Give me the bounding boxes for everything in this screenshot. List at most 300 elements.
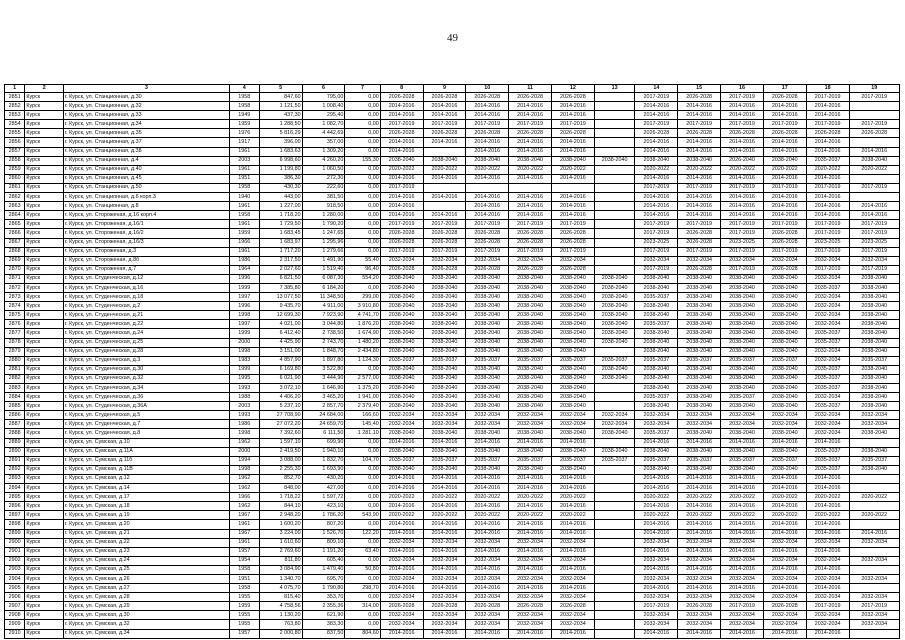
period-col-11-cell: 2038-2040 bbox=[509, 393, 552, 402]
table-row bbox=[5, 293, 900, 302]
period-col-18-cell: 2020-2022 bbox=[806, 493, 849, 502]
living-area-cell: 1 309,20 bbox=[302, 147, 345, 156]
column-header-4: 4 bbox=[229, 85, 259, 93]
table-row bbox=[5, 111, 900, 120]
period-col-9-cell: 2032-2034 bbox=[423, 611, 466, 620]
period-col-16-cell: 2038-2040 bbox=[721, 347, 764, 356]
address-cell: г. Курск, ул. Станционная, д.8 bbox=[63, 202, 229, 211]
address-cell: г. Курск, ул. Сумская, д.29 bbox=[63, 602, 229, 611]
period-col-16-cell: 2014-2016 bbox=[721, 565, 764, 574]
period-col-14-cell: 2038-2040 bbox=[635, 156, 678, 165]
row-number-cell: 2857 bbox=[5, 147, 25, 156]
living-area-cell: 3 044,80 bbox=[302, 320, 345, 329]
address-cell: г. Курск, ул. Сумская, д.18 bbox=[63, 502, 229, 511]
year-built-cell: 1967 bbox=[229, 511, 259, 520]
period-col-10-cell: 2014-2016 bbox=[466, 584, 509, 593]
city-cell: Курск bbox=[25, 129, 64, 138]
period-col-11-cell: 2014-2016 bbox=[509, 211, 552, 220]
period-col-14-cell: 2014-2016 bbox=[635, 565, 678, 574]
period-col-12-cell: 2026-2028 bbox=[551, 238, 594, 247]
living-area-cell: 1 848,70 bbox=[302, 347, 345, 356]
period-col-18-cell: 2032-2034 bbox=[806, 393, 849, 402]
row-number-cell: 2853 bbox=[5, 111, 25, 120]
living-area-cell: 357,00 bbox=[302, 138, 345, 147]
period-col-15-cell: 2017-2019 bbox=[678, 183, 721, 192]
period-col-19-cell: 2032-2034 bbox=[849, 420, 899, 429]
period-col-18-cell: 2032-2034 bbox=[806, 356, 849, 365]
period-col-16-cell: 2014-2016 bbox=[721, 520, 764, 529]
period-col-12-cell: 2020-2022 bbox=[551, 493, 594, 502]
period-col-17-cell: 2014-2016 bbox=[763, 520, 806, 529]
period-col-18-cell: 2017-2019 bbox=[806, 93, 849, 102]
nonresidential-area-cell: 0,00 bbox=[345, 520, 380, 529]
period-col-11-cell: 2035-2037 bbox=[509, 356, 552, 365]
total-area-cell: 1 718,22 bbox=[259, 493, 302, 502]
period-col-13-cell: 2035-2037 bbox=[594, 456, 635, 465]
period-col-19-cell: 2035-2037 bbox=[849, 456, 899, 465]
period-col-9-cell: 2014-2016 bbox=[423, 484, 466, 493]
total-area-cell: 1 597,10 bbox=[259, 438, 302, 447]
period-col-8-cell: 2038-2040 bbox=[380, 429, 423, 438]
period-col-8-cell: 2038-2040 bbox=[380, 283, 423, 292]
period-col-9-cell: 2038-2040 bbox=[423, 429, 466, 438]
period-col-17-cell: 2026-2028 bbox=[763, 129, 806, 138]
period-col-8-cell: 2038-2040 bbox=[380, 156, 423, 165]
period-col-16-cell: 2032-2034 bbox=[721, 538, 764, 547]
living-area-cell: 809,10 bbox=[302, 538, 345, 547]
year-built-cell: 1998 bbox=[229, 347, 259, 356]
period-col-9-cell: 2038-2040 bbox=[423, 338, 466, 347]
period-col-9-cell: 2026-2028 bbox=[423, 229, 466, 238]
row-number-cell: 2901 bbox=[5, 547, 25, 556]
period-col-8-cell: 2014-2016 bbox=[380, 484, 423, 493]
address-cell: г. Курск, ул. Студенческая, д.7 bbox=[63, 420, 229, 429]
period-col-10-cell: 2014-2016 bbox=[466, 174, 509, 183]
period-col-15-cell: 2020-2022 bbox=[678, 165, 721, 174]
table-row bbox=[5, 302, 900, 311]
period-col-15-cell: 2038-2040 bbox=[678, 393, 721, 402]
period-col-18-cell: 2014-2016 bbox=[806, 547, 849, 556]
nonresidential-area-cell: 0,00 bbox=[345, 574, 380, 583]
year-built-cell: 1967 bbox=[229, 529, 259, 538]
nonresidential-area-cell: 298,70 bbox=[345, 584, 380, 593]
period-col-13-cell: 2038-2040 bbox=[594, 302, 635, 311]
period-col-10-cell: 2014-2016 bbox=[466, 193, 509, 202]
column-header-3: 3 bbox=[63, 85, 229, 93]
total-area-cell: 6 412,40 bbox=[259, 329, 302, 338]
address-cell: г. Курск, ул. Сумская, д.23 bbox=[63, 547, 229, 556]
period-col-10-cell: 2038-2040 bbox=[466, 447, 509, 456]
period-col-11-cell: 2020-2022 bbox=[509, 493, 552, 502]
period-col-12-cell: 2014-2016 bbox=[551, 529, 594, 538]
city-cell: Курск bbox=[25, 356, 64, 365]
period-col-19-cell: 2032-2034 bbox=[849, 593, 899, 602]
total-area-cell: 1 288,50 bbox=[259, 120, 302, 129]
address-cell: г. Курск, ул. Сумская, д.21 bbox=[63, 529, 229, 538]
period-col-19-cell bbox=[849, 502, 899, 511]
address-cell: г. Курск, ул. Сумская, д.19 bbox=[63, 511, 229, 520]
nonresidential-area-cell: 55,40 bbox=[345, 256, 380, 265]
nonresidential-area-cell: 314,00 bbox=[345, 602, 380, 611]
living-area-cell: 295,40 bbox=[302, 111, 345, 120]
nonresidential-area-cell: 299,00 bbox=[345, 293, 380, 302]
period-col-15-cell: 2032-2034 bbox=[678, 611, 721, 620]
period-col-8-cell: 2038-2040 bbox=[380, 384, 423, 393]
total-area-cell: 852,70 bbox=[259, 474, 302, 483]
nonresidential-area-cell: 0,00 bbox=[345, 238, 380, 247]
period-col-18-cell: 2014-2016 bbox=[806, 502, 849, 511]
period-col-18-cell: 2014-2016 bbox=[806, 111, 849, 120]
period-col-8-cell: 2026-2028 bbox=[380, 93, 423, 102]
nonresidential-area-cell: 2 379,40 bbox=[345, 402, 380, 411]
period-col-9-cell: 2020-2022 bbox=[423, 493, 466, 502]
period-col-13-cell bbox=[594, 211, 635, 220]
period-col-10-cell: 2014-2016 bbox=[466, 547, 509, 556]
period-col-19-cell: 2032-2034 bbox=[849, 620, 899, 629]
city-cell: Курск bbox=[25, 502, 64, 511]
period-col-12-cell: 2038-2040 bbox=[551, 429, 594, 438]
total-area-cell: 2 769,60 bbox=[259, 547, 302, 556]
period-col-12-cell: 2038-2040 bbox=[551, 302, 594, 311]
period-col-11-cell: 2032-2034 bbox=[509, 256, 552, 265]
year-built-cell: 1958 bbox=[229, 565, 259, 574]
total-area-cell: 1 227,00 bbox=[259, 202, 302, 211]
period-col-19-cell: 2020-2022 bbox=[849, 165, 899, 174]
table-row bbox=[5, 347, 900, 356]
address-cell: г. Курск, ул. Сумская, д.26 bbox=[63, 574, 229, 583]
period-col-17-cell: 2035-2037 bbox=[763, 356, 806, 365]
year-built-cell: 1917 bbox=[229, 138, 259, 147]
column-header-13: 13 bbox=[594, 85, 635, 93]
year-built-cell: 1993 bbox=[229, 384, 259, 393]
address-cell: г. Курск, ул. Студенческая, д.25 bbox=[63, 338, 229, 347]
nonresidential-area-cell: 2 434,80 bbox=[345, 347, 380, 356]
total-area-cell: 9 435,70 bbox=[259, 302, 302, 311]
period-col-8-cell: 2038-2040 bbox=[380, 274, 423, 283]
total-area-cell: 13 077,50 bbox=[259, 293, 302, 302]
year-built-cell: 1976 bbox=[229, 129, 259, 138]
period-col-15-cell: 2014-2016 bbox=[678, 147, 721, 156]
period-col-12-cell: 2026-2028 bbox=[551, 229, 594, 238]
row-number-cell: 2909 bbox=[5, 620, 25, 629]
period-col-18-cell: 2035-2037 bbox=[806, 338, 849, 347]
period-col-16-cell: 2017-2019 bbox=[721, 229, 764, 238]
period-col-18-cell: 2014-2016 bbox=[806, 102, 849, 111]
period-col-17-cell: 2038-2040 bbox=[763, 347, 806, 356]
row-number-cell: 2865 bbox=[5, 220, 25, 229]
period-col-19-cell: 2038-2040 bbox=[849, 393, 899, 402]
living-area-cell: 1 790,20 bbox=[302, 220, 345, 229]
row-number-cell: 2881 bbox=[5, 365, 25, 374]
period-col-11-cell: 2038-2040 bbox=[509, 302, 552, 311]
period-col-13-cell: 2035-2037 bbox=[594, 356, 635, 365]
period-col-14-cell: 2014-2016 bbox=[635, 474, 678, 483]
period-col-15-cell: 2014-2016 bbox=[678, 102, 721, 111]
year-built-cell: 1955 bbox=[229, 620, 259, 629]
row-number-cell: 2893 bbox=[5, 474, 25, 483]
period-col-16-cell: 2038-2040 bbox=[721, 338, 764, 347]
city-cell: Курск bbox=[25, 402, 64, 411]
period-col-13-cell: 2038-2040 bbox=[594, 311, 635, 320]
period-col-9-cell: 2038-2040 bbox=[423, 365, 466, 374]
period-col-16-cell: 2038-2040 bbox=[721, 302, 764, 311]
period-col-9-cell: 2014-2016 bbox=[423, 111, 466, 120]
period-col-18-cell: 2035-2037 bbox=[806, 365, 849, 374]
period-col-19-cell bbox=[849, 102, 899, 111]
period-col-14-cell: 2035-2037 bbox=[635, 456, 678, 465]
period-col-9-cell: 2038-2040 bbox=[423, 320, 466, 329]
period-col-12-cell: 2032-2034 bbox=[551, 620, 594, 629]
total-area-cell: 4 075,70 bbox=[259, 584, 302, 593]
period-col-9-cell: 2014-2016 bbox=[423, 102, 466, 111]
period-col-10-cell: 2038-2040 bbox=[466, 302, 509, 311]
period-col-11-cell: 2038-2040 bbox=[509, 347, 552, 356]
address-cell: г. Курск, ул. Сумская, д.28 bbox=[63, 593, 229, 602]
city-cell: Курск bbox=[25, 465, 64, 474]
table-row bbox=[5, 220, 900, 229]
row-number-cell: 2856 bbox=[5, 138, 25, 147]
row-number-cell: 2897 bbox=[5, 511, 25, 520]
city-cell: Курск bbox=[25, 302, 64, 311]
column-header-14: 14 bbox=[635, 85, 678, 93]
period-col-19-cell bbox=[849, 474, 899, 483]
period-col-10-cell: 2032-2034 bbox=[466, 411, 509, 420]
total-area-cell: 443,00 bbox=[259, 193, 302, 202]
city-cell: Курск bbox=[25, 393, 64, 402]
period-col-11-cell: 2032-2034 bbox=[509, 538, 552, 547]
period-col-17-cell: 2032-2034 bbox=[763, 256, 806, 265]
year-built-cell: 1999 bbox=[229, 329, 259, 338]
period-col-11-cell: 2032-2034 bbox=[509, 556, 552, 565]
period-col-15-cell: 2014-2016 bbox=[678, 474, 721, 483]
nonresidential-area-cell: 0,00 bbox=[345, 538, 380, 547]
period-col-19-cell: 2038-2040 bbox=[849, 283, 899, 292]
table-row bbox=[5, 420, 900, 429]
year-built-cell: 1996 bbox=[229, 302, 259, 311]
period-col-12-cell: 2014-2016 bbox=[551, 438, 594, 447]
period-col-13-cell bbox=[594, 529, 635, 538]
period-col-13-cell: 2038-2040 bbox=[594, 283, 635, 292]
period-col-8-cell: 2017-2019 bbox=[380, 247, 423, 256]
city-cell: Курск bbox=[25, 511, 64, 520]
nonresidential-area-cell: 1 674,90 bbox=[345, 329, 380, 338]
period-col-9-cell: 2014-2016 bbox=[423, 474, 466, 483]
living-area-cell: 699,90 bbox=[302, 438, 345, 447]
period-col-11-cell: 2017-2019 bbox=[509, 120, 552, 129]
nonresidential-area-cell: 0,00 bbox=[345, 202, 380, 211]
total-area-cell: 1 199,80 bbox=[259, 165, 302, 174]
living-area-cell: 383,30 bbox=[302, 620, 345, 629]
period-col-10-cell: 2014-2016 bbox=[466, 102, 509, 111]
living-area-cell: 4 260,20 bbox=[302, 156, 345, 165]
row-number-cell: 2876 bbox=[5, 320, 25, 329]
period-col-8-cell: 2038-2040 bbox=[380, 393, 423, 402]
period-col-18-cell: 2032-2034 bbox=[806, 311, 849, 320]
address-cell: г. Курск, ул. Стороженая, д.16 корп.4 bbox=[63, 211, 229, 220]
period-col-19-cell: 2035-2037 bbox=[849, 356, 899, 365]
period-col-16-cell: 2038-2040 bbox=[721, 429, 764, 438]
period-col-19-cell bbox=[849, 438, 899, 447]
column-number-row bbox=[5, 85, 900, 93]
total-area-cell: 1 121,50 bbox=[259, 102, 302, 111]
year-built-cell: 1962 bbox=[229, 484, 259, 493]
period-col-10-cell: 2014-2016 bbox=[466, 438, 509, 447]
period-col-16-cell: 2014-2016 bbox=[721, 147, 764, 156]
total-area-cell: 2 255,30 bbox=[259, 465, 302, 474]
period-col-9-cell: 2032-2034 bbox=[423, 620, 466, 629]
living-area-cell: 7 923,90 bbox=[302, 311, 345, 320]
period-col-18-cell: 2014-2016 bbox=[806, 174, 849, 183]
period-col-12-cell: 2014-2016 bbox=[551, 211, 594, 220]
period-col-19-cell: 2032-2034 bbox=[849, 556, 899, 565]
total-area-cell: 2 027,60 bbox=[259, 265, 302, 274]
period-col-16-cell: 2014-2016 bbox=[721, 438, 764, 447]
address-cell: г. Курск, ул. Студенческая, д.16 bbox=[63, 283, 229, 292]
year-built-cell: 1966 bbox=[229, 238, 259, 247]
living-area-cell: 427,00 bbox=[302, 484, 345, 493]
period-col-14-cell: 2017-2019 bbox=[635, 602, 678, 611]
row-number-cell: 2906 bbox=[5, 593, 25, 602]
nonresidential-area-cell: 0,00 bbox=[345, 283, 380, 292]
nonresidential-area-cell: 1 480,20 bbox=[345, 338, 380, 347]
table-row bbox=[5, 329, 900, 338]
year-built-cell: 1998 bbox=[229, 465, 259, 474]
period-col-15-cell: 2038-2040 bbox=[678, 283, 721, 292]
period-col-13-cell bbox=[594, 93, 635, 102]
period-col-9-cell: 2038-2040 bbox=[423, 274, 466, 283]
total-area-cell: 1 718,20 bbox=[259, 211, 302, 220]
living-area-cell: 1 295,96 bbox=[302, 238, 345, 247]
period-col-11-cell: 2014-2016 bbox=[509, 502, 552, 511]
city-cell: Курск bbox=[25, 474, 64, 483]
address-cell: г. Курск, ул. Сумская, д.11А bbox=[63, 447, 229, 456]
period-col-8-cell: 2014-2016 bbox=[380, 438, 423, 447]
period-col-10-cell: 2032-2034 bbox=[466, 556, 509, 565]
period-col-16-cell: 2017-2019 bbox=[721, 220, 764, 229]
period-col-10-cell: 2032-2034 bbox=[466, 611, 509, 620]
period-col-11-cell: 2014-2016 bbox=[509, 111, 552, 120]
address-cell: г. Курск, ул. Станционная, д.32 bbox=[63, 102, 229, 111]
period-col-16-cell: 2023-2025 bbox=[721, 238, 764, 247]
period-col-17-cell: 2014-2016 bbox=[763, 174, 806, 183]
period-col-14-cell: 2032-2034 bbox=[635, 556, 678, 565]
period-col-16-cell: 2032-2034 bbox=[721, 620, 764, 629]
total-area-cell: 27 708,90 bbox=[259, 411, 302, 420]
period-col-10-cell: 2038-2040 bbox=[466, 293, 509, 302]
period-col-8-cell: 2038-2040 bbox=[380, 447, 423, 456]
total-area-cell: 3 072,10 bbox=[259, 384, 302, 393]
period-col-13-cell bbox=[594, 247, 635, 256]
period-col-8-cell: 2014-2016 bbox=[380, 211, 423, 220]
period-col-9-cell: 2038-2040 bbox=[423, 374, 466, 383]
period-col-8-cell: 2026-2028 bbox=[380, 129, 423, 138]
period-col-9-cell: 2014-2016 bbox=[423, 174, 466, 183]
period-col-18-cell: 2014-2016 bbox=[806, 474, 849, 483]
period-col-16-cell: 2032-2034 bbox=[721, 256, 764, 265]
living-area-cell: 3 444,90 bbox=[302, 374, 345, 383]
address-cell: г. Курск, ул. Сумская, д.11В bbox=[63, 465, 229, 474]
total-area-cell: 763,80 bbox=[259, 620, 302, 629]
address-cell: г. Курск, ул. Станционная, д.38 bbox=[63, 147, 229, 156]
period-col-10-cell: 2017-2019 bbox=[466, 120, 509, 129]
city-cell: Курск bbox=[25, 165, 64, 174]
total-area-cell: 1 717,20 bbox=[259, 247, 302, 256]
period-col-18-cell: 2035-2037 bbox=[806, 283, 849, 292]
nonresidential-area-cell: 543,90 bbox=[345, 511, 380, 520]
period-col-12-cell: 2014-2016 bbox=[551, 174, 594, 183]
city-cell: Курск bbox=[25, 102, 64, 111]
period-col-8-cell: 2038-2040 bbox=[380, 347, 423, 356]
period-col-16-cell: 2038-2040 bbox=[721, 311, 764, 320]
period-col-12-cell: 2014-2016 bbox=[551, 484, 594, 493]
period-col-19-cell: 2020-2022 bbox=[849, 511, 899, 520]
address-cell: г. Курск, ул. Студенческая, д.5 bbox=[63, 411, 229, 420]
period-col-9-cell: 2038-2040 bbox=[423, 156, 466, 165]
period-col-15-cell: 2014-2016 bbox=[678, 547, 721, 556]
period-col-13-cell bbox=[594, 193, 635, 202]
table-row bbox=[5, 93, 900, 102]
period-col-17-cell: 2038-2040 bbox=[763, 283, 806, 292]
period-col-11-cell: 2038-2040 bbox=[509, 329, 552, 338]
table-row bbox=[5, 593, 900, 602]
period-col-17-cell: 2014-2016 bbox=[763, 584, 806, 593]
city-cell: Курск bbox=[25, 547, 64, 556]
living-area-cell: 1 646,90 bbox=[302, 384, 345, 393]
address-cell: г. Курск, ул. Сумская, д.32 bbox=[63, 620, 229, 629]
table-row bbox=[5, 502, 900, 511]
period-col-12-cell: 2038-2040 bbox=[551, 283, 594, 292]
row-number-cell: 2895 bbox=[5, 493, 25, 502]
total-area-cell: 811,80 bbox=[259, 556, 302, 565]
row-number-cell: 2871 bbox=[5, 274, 25, 283]
row-number-cell: 2880 bbox=[5, 356, 25, 365]
period-col-19-cell: 2038-2040 bbox=[849, 374, 899, 383]
table-row bbox=[5, 193, 900, 202]
year-built-cell: 1961 bbox=[229, 147, 259, 156]
nonresidential-area-cell: 50,80 bbox=[345, 565, 380, 574]
period-col-18-cell: 2026-2028 bbox=[806, 129, 849, 138]
period-col-19-cell: 2020-2022 bbox=[849, 493, 899, 502]
row-number-cell: 2852 bbox=[5, 102, 25, 111]
row-number-cell: 2903 bbox=[5, 565, 25, 574]
period-col-13-cell bbox=[594, 393, 635, 402]
period-col-14-cell: 2017-2019 bbox=[635, 220, 678, 229]
period-col-11-cell: 2038-2040 bbox=[509, 283, 552, 292]
period-col-16-cell: 2032-2034 bbox=[721, 593, 764, 602]
period-col-14-cell: 2038-2040 bbox=[635, 465, 678, 474]
period-col-15-cell: 2032-2034 bbox=[678, 593, 721, 602]
period-col-16-cell: 2014-2016 bbox=[721, 474, 764, 483]
living-area-cell: 6 111,50 bbox=[302, 429, 345, 438]
period-col-19-cell: 2017-2019 bbox=[849, 247, 899, 256]
period-col-8-cell: 2014-2016 bbox=[380, 202, 423, 211]
row-number-cell: 2872 bbox=[5, 283, 25, 292]
total-area-cell: 12 699,30 bbox=[259, 311, 302, 320]
address-cell: г. Курск, ул. Стороженая, д.8б bbox=[63, 256, 229, 265]
period-col-13-cell bbox=[594, 629, 635, 638]
address-cell: г. Курск, ул. Студенческая, д.32 bbox=[63, 374, 229, 383]
period-col-9-cell: 2017-2019 bbox=[423, 247, 466, 256]
period-col-10-cell: 2038-2040 bbox=[466, 429, 509, 438]
period-col-15-cell: 2038-2040 bbox=[678, 365, 721, 374]
city-cell: Курск bbox=[25, 447, 64, 456]
living-area-cell: 6 184,20 bbox=[302, 283, 345, 292]
row-number-cell: 2907 bbox=[5, 602, 25, 611]
column-header-1: 1 bbox=[5, 85, 25, 93]
nonresidential-area-cell: 0,00 bbox=[345, 447, 380, 456]
living-area-cell: 1 790,80 bbox=[302, 584, 345, 593]
period-col-18-cell: 2032-2034 bbox=[806, 302, 849, 311]
